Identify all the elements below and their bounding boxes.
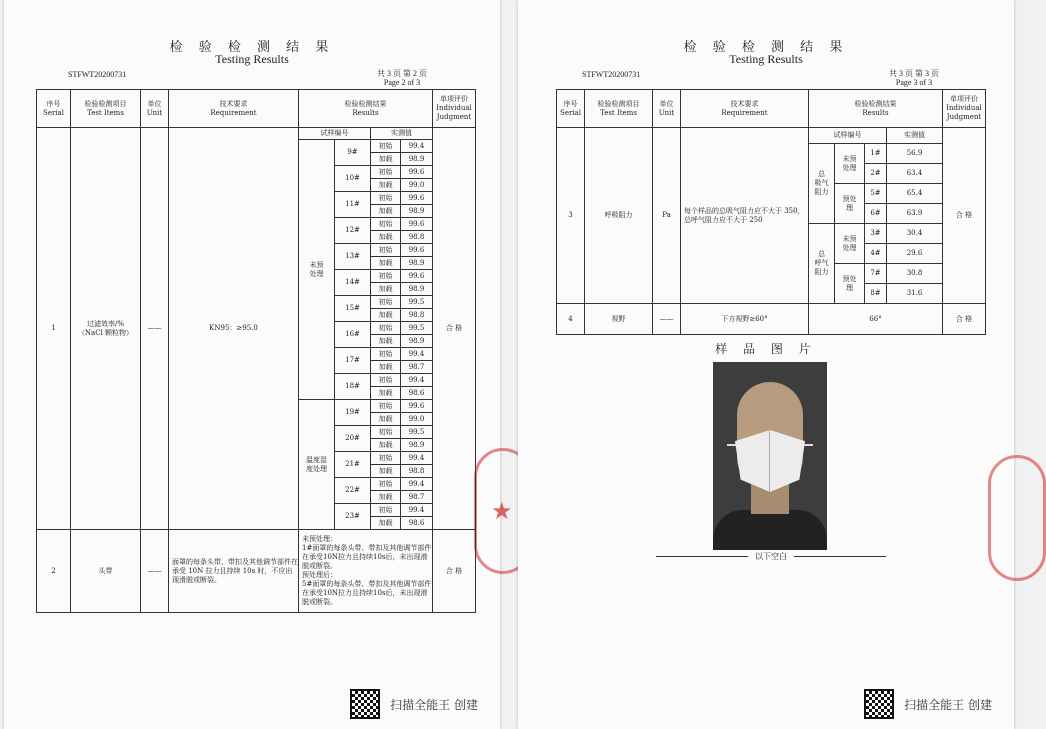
sample-number: 9#: [335, 140, 371, 166]
group-untreated: 未预 处理: [835, 224, 865, 264]
label-loaded: 加载: [371, 387, 401, 400]
row4-unit: ——: [653, 304, 681, 334]
results-measured-header: 实测值: [887, 128, 943, 144]
page-title-cn: 检 验 检 测 结 果: [683, 40, 849, 55]
row3-test-item: 呼吸阻力: [585, 128, 653, 304]
value-loaded: 98.9: [401, 153, 433, 166]
header-serial: 序号 Serial: [37, 90, 71, 128]
label-loaded: 加载: [371, 257, 401, 270]
label-loaded: 加载: [371, 335, 401, 348]
results-table: [556, 89, 986, 335]
header-judgment: 单项评价 Individual Judgment: [433, 90, 475, 128]
label-initial: 初始: [371, 322, 401, 335]
sample-number: 23#: [335, 504, 371, 530]
blank-marker: 以下空白: [755, 552, 787, 561]
group-inhale-resistance: 总 吸气 阻力: [809, 144, 835, 224]
row1-serial: 1: [37, 128, 71, 530]
value-loaded: 98.7: [401, 491, 433, 504]
sample-number: 10#: [335, 166, 371, 192]
value-initial: 99.4: [401, 452, 433, 465]
page-count-en: Page 3 of 3: [895, 78, 933, 87]
label-initial: 初始: [371, 218, 401, 231]
sample-value: 31.6: [887, 284, 943, 304]
sample-number: 19#: [335, 400, 371, 426]
mannequin-shoulders: [713, 510, 827, 550]
row4-result: 66°: [809, 304, 943, 334]
sample-number: 12#: [335, 218, 371, 244]
sample-value: 30.4: [887, 224, 943, 244]
label-loaded: 加载: [371, 179, 401, 192]
sample-number: 20#: [335, 426, 371, 452]
official-seal: [988, 455, 1046, 581]
results-measured-header: 实测值: [371, 128, 433, 140]
label-initial: 初始: [371, 478, 401, 491]
label-initial: 初始: [371, 270, 401, 283]
value-initial: 99.4: [401, 504, 433, 517]
row3-judgment: 合 格: [943, 128, 985, 304]
row4-test-item: 视野: [585, 304, 653, 334]
value-initial: 99.6: [401, 192, 433, 205]
header-judgment: 单项评价 Individual Judgment: [943, 90, 985, 128]
sample-number: 17#: [335, 348, 371, 374]
label-initial: 初始: [371, 504, 401, 517]
value-loaded: 98.6: [401, 517, 433, 530]
sample-value: 63.9: [887, 204, 943, 224]
row2-requirement: 面罩的每条头带、带扣及其他调节部件在承受 10N 拉力且持续 10s 时，不应出现滑脱或断裂。: [169, 530, 299, 612]
mask-fold-line: [769, 430, 770, 492]
value-initial: 99.6: [401, 166, 433, 179]
value-loaded: 98.9: [401, 439, 433, 452]
sample-number: 14#: [335, 270, 371, 296]
sample-value: 29.6: [887, 244, 943, 264]
row2-judgment: 合 格: [445, 566, 463, 575]
results-table: [36, 89, 476, 613]
label-initial: 初始: [371, 166, 401, 179]
sample-photo-title: 样 品 图 片: [715, 342, 817, 356]
label-initial: 初始: [371, 426, 401, 439]
kn95-mask: [735, 430, 805, 492]
group-treated: 预处 理: [835, 264, 865, 304]
label-initial: 初始: [371, 192, 401, 205]
value-loaded: 98.6: [401, 387, 433, 400]
label-loaded: 加载: [371, 205, 401, 218]
sample-value: 63.4: [887, 164, 943, 184]
value-initial: 99.6: [401, 244, 433, 257]
report-page-2: [4, 0, 513, 729]
group-untreated: 未预 处理: [299, 140, 335, 400]
value-initial: 99.4: [401, 374, 433, 387]
sample-number: 3#: [865, 224, 887, 244]
sample-number: 13#: [335, 244, 371, 270]
sample-number: 4#: [865, 244, 887, 264]
row3-unit: Pa: [653, 128, 681, 304]
header-serial: 序号 Serial: [557, 90, 585, 128]
sample-number: 8#: [865, 284, 887, 304]
value-loaded: 99.0: [401, 413, 433, 426]
label-initial: 初始: [371, 400, 401, 413]
label-initial: 初始: [371, 140, 401, 153]
row2-result: 未预处理： 1#面罩的每条头带、带扣及其他调节部件在承受10N拉力且持续10s后，未出现滑脱或断裂。 预处理后： 5#面罩的每条头带、带扣及其他调节部件在承受10N拉力且持续10s后，未出现滑脱或断裂。: [299, 530, 433, 612]
page-title-cn: 检 验 检 测 结 果: [169, 40, 335, 55]
label-initial: 初始: [371, 296, 401, 309]
header-unit: 单位 Unit: [653, 90, 681, 128]
sample-number: 21#: [335, 452, 371, 478]
report-number: STFWT20200731: [582, 70, 641, 79]
label-initial: 初始: [371, 244, 401, 257]
value-initial: 99.4: [401, 140, 433, 153]
header-test-items: 检验检测项目 Test Items: [71, 90, 141, 128]
sample-value: 30.8: [887, 264, 943, 284]
value-loaded: 98.8: [401, 309, 433, 322]
blank-rule-right: [794, 556, 886, 557]
sample-number: 2#: [865, 164, 887, 184]
label-loaded: 加载: [371, 465, 401, 478]
header-results: 检验检测结果 Results: [809, 90, 943, 128]
row2-unit: ——: [141, 530, 169, 612]
header-unit: 单位 Unit: [141, 90, 169, 128]
results-sample-header: 试样编号: [809, 128, 887, 144]
row3-requirement: 每个样品的总吸气阻力应不大于 350，总呼气阻力应不大于 250: [681, 128, 809, 304]
value-loaded: 98.7: [401, 361, 433, 374]
sample-number: 16#: [335, 322, 371, 348]
header-results: 检验检测结果 Results: [299, 90, 433, 128]
header-test-items: 检验检测项目 Test Items: [585, 90, 653, 128]
sample-value: 56.9: [887, 144, 943, 164]
row1-judgment: 合 格: [433, 128, 475, 530]
row1-requirement: KN95：≥95.0: [169, 128, 299, 530]
sample-number: 11#: [335, 192, 371, 218]
scanner-label: 扫描全能王 创建: [904, 697, 992, 712]
scanner-footer: [864, 689, 992, 719]
value-initial: 99.6: [401, 218, 433, 231]
label-loaded: 加载: [371, 361, 401, 374]
blank-rule-left: [656, 556, 748, 557]
row2-serial: 2: [37, 530, 71, 612]
value-initial: 99.4: [401, 348, 433, 361]
sample-number: 18#: [335, 374, 371, 400]
value-initial: 99.5: [401, 296, 433, 309]
value-loaded: 98.9: [401, 257, 433, 270]
label-loaded: 加载: [371, 283, 401, 296]
row2-test-item: 头带: [71, 530, 141, 612]
label-initial: 初始: [371, 452, 401, 465]
value-initial: 99.5: [401, 322, 433, 335]
label-loaded: 加载: [371, 491, 401, 504]
group-untreated: 未预 处理: [835, 144, 865, 184]
qr-code-icon: [350, 689, 380, 719]
row1-unit: ——: [141, 128, 169, 530]
label-loaded: 加载: [371, 517, 401, 530]
sample-number: 22#: [335, 478, 371, 504]
page-count-cn: 共 3 页 第 2 页: [377, 69, 427, 78]
value-loaded: 98.9: [401, 335, 433, 348]
value-initial: 99.6: [401, 400, 433, 413]
value-loaded: 98.8: [401, 231, 433, 244]
header-requirement: 技术要求 Requirement: [681, 90, 809, 128]
qr-code-icon: [864, 689, 894, 719]
label-loaded: 加载: [371, 309, 401, 322]
report-number: STFWT20200731: [68, 70, 127, 79]
value-loaded: 98.9: [401, 205, 433, 218]
header-requirement: 技术要求 Requirement: [169, 90, 299, 128]
page-title-en: Testing Results: [215, 52, 289, 66]
sample-photo: [713, 362, 827, 550]
value-initial: 99.5: [401, 426, 433, 439]
sample-number: 5#: [865, 184, 887, 204]
page-title-en: Testing Results: [729, 52, 803, 66]
row4-serial: 4: [557, 304, 585, 334]
label-loaded: 加载: [371, 439, 401, 452]
label-loaded: 加载: [371, 153, 401, 166]
scanner-footer: [350, 689, 478, 719]
label-initial: 初始: [371, 374, 401, 387]
row4-judgment: 合 格: [955, 314, 973, 323]
results-sample-header: 试样编号: [299, 128, 371, 140]
sample-number: 6#: [865, 204, 887, 224]
label-initial: 初始: [371, 348, 401, 361]
group-exhale-resistance: 总 呼气 阻力: [809, 224, 835, 304]
value-initial: 99.4: [401, 478, 433, 491]
scanner-label: 扫描全能王 创建: [390, 697, 478, 712]
sample-number: 15#: [335, 296, 371, 322]
value-loaded: 99.0: [401, 179, 433, 192]
page-count-en: Page 2 of 3: [383, 78, 421, 87]
row1-test-item: 过滤效率/% （NaCl 颗粒物）: [71, 128, 141, 530]
row4-requirement: 下方视野≥60°: [681, 304, 809, 334]
page-count-cn: 共 3 页 第 3 页: [889, 69, 939, 78]
row3-serial: 3: [557, 128, 585, 304]
seal-star-icon: ★: [491, 497, 513, 525]
sample-number: 7#: [865, 264, 887, 284]
label-loaded: 加载: [371, 231, 401, 244]
value-loaded: 98.8: [401, 465, 433, 478]
sample-value: 65.4: [887, 184, 943, 204]
value-initial: 99.6: [401, 270, 433, 283]
sample-number: 1#: [865, 144, 887, 164]
group-treated: 预处 理: [835, 184, 865, 224]
group-temp-humidity: 温度湿 度处理: [299, 400, 335, 530]
value-loaded: 98.9: [401, 283, 433, 296]
label-loaded: 加载: [371, 413, 401, 426]
report-page-3: [518, 0, 1014, 729]
